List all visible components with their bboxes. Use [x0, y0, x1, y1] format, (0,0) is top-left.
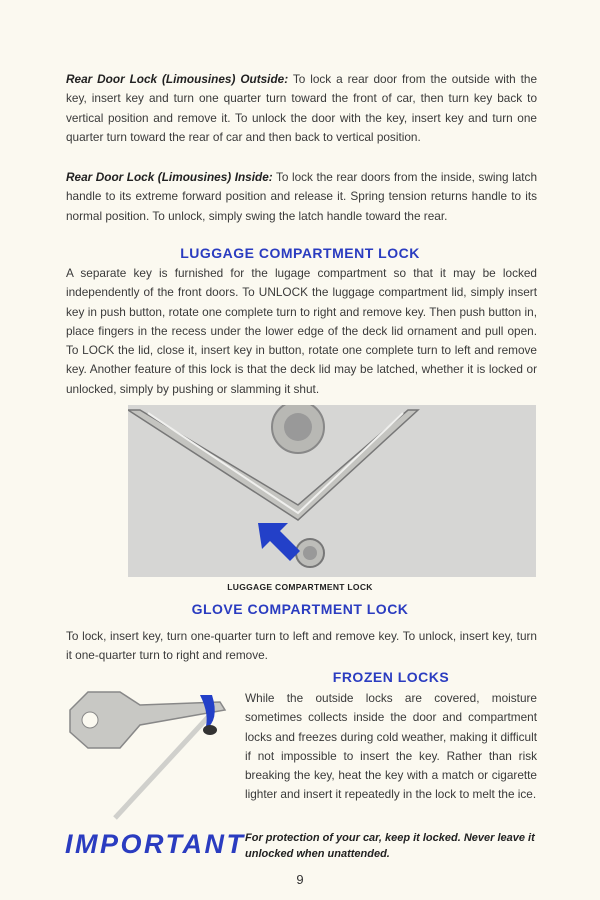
arrow-icon — [258, 523, 300, 561]
frozen-heading: FROZEN LOCKS — [332, 669, 450, 685]
paragraph-text: To lock a rear door from the outside with the key, insert key and turn one quarter turn toward the front of car, then turn key back to vertical position and remove it. To unlock the door with the key, insert key and turn one quarter turn toward the rear of car and then back to vertical position. — [66, 72, 538, 144]
glove-heading: GLOVE COMPARTMENT LOCK — [191, 601, 409, 617]
key-illustration — [60, 670, 240, 820]
figure-caption: LUGGAGE COMPARTMENT LOCK — [227, 582, 373, 592]
page-number: 9 — [296, 872, 304, 887]
paragraph-text: To lock the rear doors from the inside, swing latch handle to its extreme forward position and release it. Spring tension returns handle to its normal position. To unlock, simply swing the latch handle toward the rear. — [66, 170, 537, 223]
rear-door-inside-paragraph — [66, 168, 537, 226]
paragraph-lead: Rear Door Lock (Limousines) Outside: — [66, 72, 289, 86]
important-label: IMPORTANT — [65, 829, 246, 859]
important-note: For protection of your car, keep it locked. Never leave it unlocked when unattended. — [245, 832, 535, 860]
luggage-heading: LUGGAGE COMPARTMENT LOCK — [180, 245, 420, 261]
frozen-paragraph: While the outside locks are covered, moisture sometimes collects inside the door and compartment locks and freezes during cold weather, making it difficult if not impossible to insert the key. Rather than risk breaking the key, heat the key with a match or cigarette lighter and insert it repeatedly in the lock to melt the ice. — [245, 691, 537, 802]
rear-door-outside-paragraph — [66, 70, 537, 147]
paragraph-lead: Rear Door Lock (Limousines) Inside: — [66, 170, 273, 184]
luggage-lock-photo — [128, 405, 536, 577]
luggage-paragraph: A separate key is furnished for the lugage compartment so that it may be locked independently of the front doors. To UNLOCK the luggage compartment lid, simply insert key in push button, rotate one complete turn to right and remove key. Then push button in, place fingers in the recess under the lower edge of the deck lid ornament and pull open. To LOCK the lid, close it, insert key in button, rotate one complete turn to left and remove key. Another feature of this lock is that the deck lid may be latched, whether it is locked or unlocked, simply by pushing or slamming it shut. — [66, 266, 537, 396]
glove-paragraph: To lock, insert key, turn one-quarter turn to left and remove key. To unlock, insert key, turn it one-quarter turn to right and remove. — [66, 629, 537, 663]
